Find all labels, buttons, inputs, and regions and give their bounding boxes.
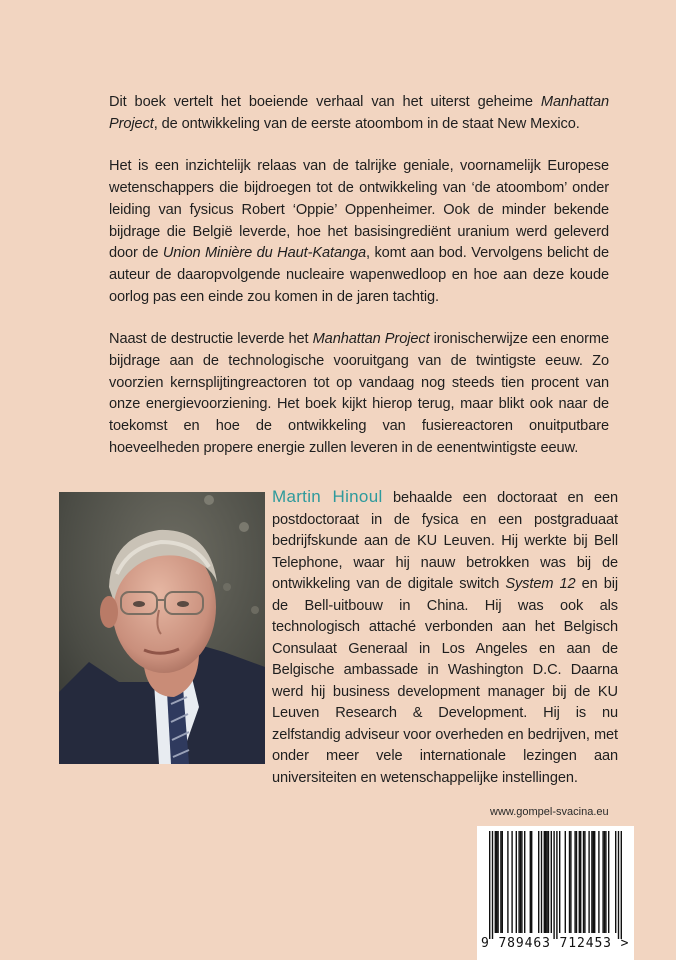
barcode-bar (544, 831, 545, 933)
barcode-bar (615, 831, 616, 933)
barcode-bar (548, 831, 549, 933)
barcode-bar (553, 831, 554, 939)
blurb-paragraph-1: Dit boek vertelt het boeiende verhaal van het uiterst geheime Manhattan Project, de ontwikkeling van de eerste atoombom in de staat New Mexico. (109, 94, 609, 132)
barcode-bar (541, 831, 542, 933)
barcode-bar (593, 831, 594, 933)
barcode-bar (497, 831, 498, 933)
barcode-bar (591, 831, 592, 933)
barcode-bar (618, 831, 619, 939)
barcode-bar (574, 831, 575, 933)
barcode-bar (538, 831, 539, 933)
barcode-bar (502, 831, 503, 933)
barcode-bar (500, 831, 501, 933)
barcode-bar (495, 831, 496, 933)
author-name: Martin Hinoul (272, 487, 383, 506)
barcode-bar (551, 831, 552, 933)
barcode-bar (565, 831, 566, 933)
product-name-emphasis: System 12 (505, 576, 576, 592)
barcode-bar (531, 831, 532, 933)
company-name-emphasis: Union Minière du Haut-Katanga (162, 245, 367, 262)
barcode-bar (584, 831, 585, 933)
barcode-bar (518, 831, 519, 933)
blurb-paragraph-3: Naast de destructie leverde het Manhattan Project ironischerwijze een enorme bijdrage aan de technologische vooruitgang van de twintigste eeuw. Zo voorzien kernsplijtingreactoren tot op vandaag nog steeds tien procent van onze energievoorziening. Het boek kijkt hierop terug, maar blikt ook naar de toekomst en hoe de ontwikkeling van fusiereactoren onuitputbare hoeveelheden propere energie zullen leveren in de eenentwintigste eeuw. (109, 331, 609, 456)
author-bio: Martin Hinoul behaalde een doctoraat en een postdoctoraat in de fysica en een postgraduaat bedrijfskunde aan de KU Leuven. Hij werkte bij Bell Telephone, waar hij nauw betrokken was bij de ontwikkeling van de digitale switch System 12 en bij de Bell-uitbouw in China. Hij was ook als technologisch attaché verbonden aan het Belgisch Consulaat Generaal in Los Angeles en aan de Belgische ambassade in Washington D.C. Daarna werd hij business development manager bij de KU Leuven Research & Development. Hij is nu zelfstandig adviseur voor overheden en bedrijven, met onder meer vele internationale lezingen aan universiteiten en wetenschappelijke instellingen. (272, 487, 619, 786)
barcode-bar (489, 831, 490, 939)
barcode-bar (496, 831, 497, 933)
barcode-bar (492, 831, 493, 939)
isbn-barcode (477, 826, 634, 960)
barcode-bar (605, 831, 606, 933)
barcode-bar (602, 831, 603, 933)
barcode-bar (594, 831, 595, 933)
barcode-bar (621, 831, 622, 939)
book-title-emphasis: Manhattan Project (109, 94, 609, 132)
barcode-bar (520, 831, 521, 933)
barcode-bar (576, 831, 577, 933)
barcode-bar (546, 831, 547, 933)
barcode-bar (516, 831, 517, 933)
barcode-bar (559, 831, 560, 933)
barcode-bar (521, 831, 522, 933)
publisher-url: www.gompel-svacina.eu (490, 806, 609, 818)
barcode-bar (579, 831, 580, 933)
barcode-bar (569, 831, 570, 933)
isbn-number: 9 789463 712453 > (481, 936, 630, 951)
barcode-bar (556, 831, 557, 939)
back-cover-blurb (109, 92, 609, 481)
author-photo (59, 492, 265, 764)
barcode-bar (604, 831, 605, 933)
barcode-bar (608, 831, 609, 933)
barcode-bar (507, 831, 508, 933)
barcode-bar (570, 831, 571, 933)
barcode-bar (583, 831, 584, 933)
barcode-bar (588, 831, 589, 933)
barcode-bar (580, 831, 581, 933)
barcode-bar (598, 831, 599, 933)
barcode-bar (545, 831, 546, 933)
barcode-bar (511, 831, 512, 933)
blurb-paragraph-2: Het is een inzichtelijk relaas van de talrijke geniale, voornamelijk Europese wetenschappers die bijdroegen tot de ontwikkeling van ‘de atoombom’ onder leiding van fysicus Robert ‘Oppie’ Oppenheimer. Ook de minder bekende bijdrage die België leverde, hoe het basisingrediënt uranium werd geleverd door de Union Minière du Haut-Katanga, komt aan bod. Vervolgens belicht de auteur de daaropvolgende nucleaire wapenwedloop en hoe aan deze koude oorlog pas een einde zou komen in de jaren tachtig. (109, 158, 609, 305)
project-name-emphasis: Manhattan Project (312, 331, 430, 348)
barcode-bar (524, 831, 525, 933)
barcode-bar (530, 831, 531, 933)
